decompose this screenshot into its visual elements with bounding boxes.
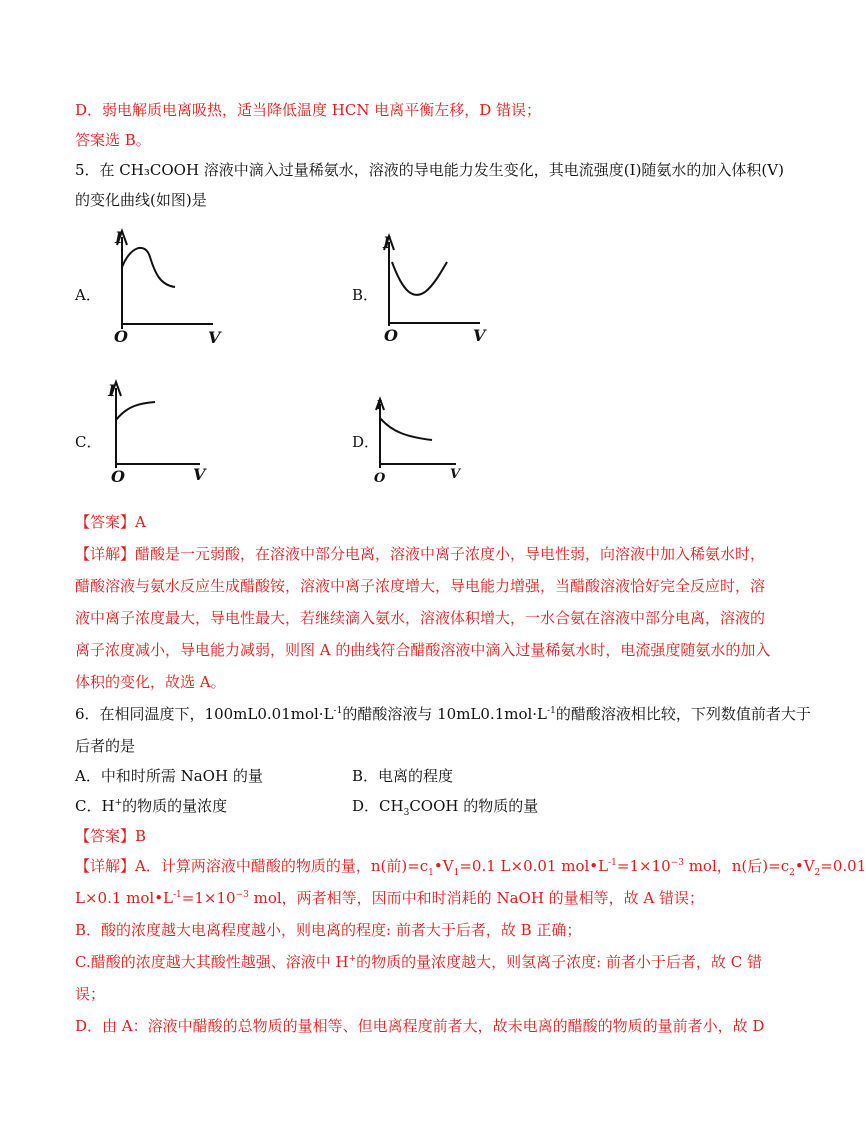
t: -1 [173, 890, 182, 900]
t: =0.01 [820, 857, 866, 875]
q6-option-d-pre: D．CH [352, 797, 404, 815]
q6-detail-b: B．酸的浓度越大电离程度越小，则电离的程度: 前者大于后者，故 B 正确； [75, 921, 582, 939]
q6-option-c-post: 的物质的量浓度 [122, 797, 228, 815]
q6-detail-c-line1 [75, 952, 762, 972]
t: =1×10 [181, 889, 236, 907]
x-label: V [193, 465, 206, 484]
y-label: I [376, 398, 382, 412]
q5-graph-a [105, 225, 225, 345]
q5-answer: 【答案】A [75, 513, 146, 531]
curve [392, 262, 447, 295]
origin-label: O [384, 326, 398, 345]
x-label: V [208, 328, 221, 347]
q6-detail-d: D．由 A：溶液中醋酸的总物质的量相等、但电离程度前者大，故未电离的醋酸的物质的量前者小，故 D [75, 1017, 765, 1035]
origin-label: O [374, 471, 386, 486]
q5-graph-b [375, 230, 495, 345]
q6-option-d-sub: 3 [403, 808, 410, 818]
q6-option-c [75, 796, 227, 816]
curve [122, 248, 175, 287]
prev-d-line: D．弱电解质电离吸热，适当降低温度 HCN 电离平衡左移，D 错误； [75, 101, 542, 119]
t: V [442, 857, 454, 875]
q5-option-b-label: B． [352, 286, 379, 304]
q5-detail-line5: 体积的变化，故选 A。 [75, 673, 226, 691]
t: =1×10 [616, 857, 671, 875]
curve [116, 402, 155, 420]
t: =0.1 L×0.01 mol•L [459, 857, 609, 875]
t: mol，n(后)=c [683, 857, 790, 875]
q6-option-c-pre: C．H [75, 797, 115, 815]
q6-detail-a-line1 [75, 856, 866, 876]
t: • [794, 857, 804, 875]
y-label: I [108, 381, 116, 400]
q6-option-a: A．中和时所需 NaOH 的量 [75, 767, 263, 785]
q6-stem-line2: 后者的是 [75, 737, 136, 755]
q5-detail-line4: 离子浓度减小，导电能力减弱，则图 A 的曲线符合醋酸溶液中滴入过量稀氨水时，电流强度随氨水的加入 [75, 641, 771, 659]
q5-stem-line1: 5．在 CH₃COOH 溶液中滴入过量稀氨水，溶液的导电能力发生变化，其电流强度(I)随氨水的加入体积(V) [75, 161, 784, 179]
t: L×0.1 mol•L [75, 889, 174, 907]
curve [380, 418, 432, 440]
origin-label: O [114, 327, 128, 346]
t: −3 [235, 890, 249, 900]
q6-option-c-plus: + [114, 798, 123, 808]
y-label: I [383, 233, 391, 252]
q6-conc1: 100mL0.01mol·L [204, 705, 334, 723]
x-label: V [450, 467, 461, 482]
t: mol，两者相等，因而中和时消耗的 NaOH 的量相等，故 A 错误； [248, 889, 705, 907]
q5-option-c-label: C． [75, 433, 102, 451]
q6-conc2: 10mL0.1mol·L [437, 705, 548, 723]
q5-graph-c [105, 378, 215, 488]
q6-neg1-a: -1 [333, 706, 343, 716]
q5-graph-d [372, 392, 472, 487]
q5-stem-line2: 的变化曲线(如图)是 [75, 191, 207, 209]
q6-stem-line1 [75, 704, 811, 724]
t: C.醋酸的浓度越大其酸性越强、溶液中 H [75, 953, 349, 971]
q5-detail-line2: 醋酸溶液与氨水反应生成醋酸铵，溶液中离子浓度增大，导电能力增强，当醋酸溶液恰好完全反应时，溶 [75, 577, 766, 595]
q6-answer: 【答案】B [75, 827, 147, 845]
q6-option-d-post: COOH 的物质的量 [409, 797, 539, 815]
t: 2 [789, 868, 795, 878]
t: 【详解】A．计算两溶液中醋酸的物质的量，n(前)=c [75, 857, 429, 875]
t: 2 [814, 868, 821, 878]
q6-stem-b: 的醋酸溶液相比较，下列数值前者大于 [555, 705, 811, 723]
q6-stem-mid: 的醋酸溶液与 [342, 705, 438, 723]
t: V [803, 857, 815, 875]
t: -1 [608, 858, 617, 868]
x-label: V [473, 326, 486, 345]
t: 的物质的量浓度越大，则氢离子浓度: 前者小于后者，故 C 错 [356, 953, 762, 971]
t: 1 [428, 868, 434, 878]
q5-option-d-label: D． [352, 433, 380, 451]
q6-detail-a-line2 [75, 888, 704, 908]
origin-label: O [111, 467, 125, 486]
q6-option-b: B．电离的程度 [352, 767, 454, 785]
t: + [348, 954, 357, 964]
q5-option-a-label: A． [75, 286, 101, 304]
t: • [433, 857, 443, 875]
q6-neg1-b: -1 [547, 706, 556, 716]
t: 1 [453, 868, 460, 878]
t: −3 [670, 858, 684, 868]
q5-detail-line3: 液中离子浓度最大，导电性最大，若继续滴入氨水，溶液体积增大，一水合氨在溶液中部分电离，溶液的 [75, 609, 766, 627]
q6-option-d [352, 796, 538, 816]
q6-stem-a: 6．在相同温度下， [75, 705, 205, 723]
prev-answer-line: 答案选 B。 [75, 131, 151, 149]
q5-detail-line1: 【详解】醋酸是一元弱酸，在溶液中部分电离，溶液中离子浓度小，导电性弱，向溶液中加入稀氨水时， [75, 545, 766, 563]
y-label: I [115, 228, 123, 247]
q6-detail-c-line2: 误； [75, 985, 106, 1003]
